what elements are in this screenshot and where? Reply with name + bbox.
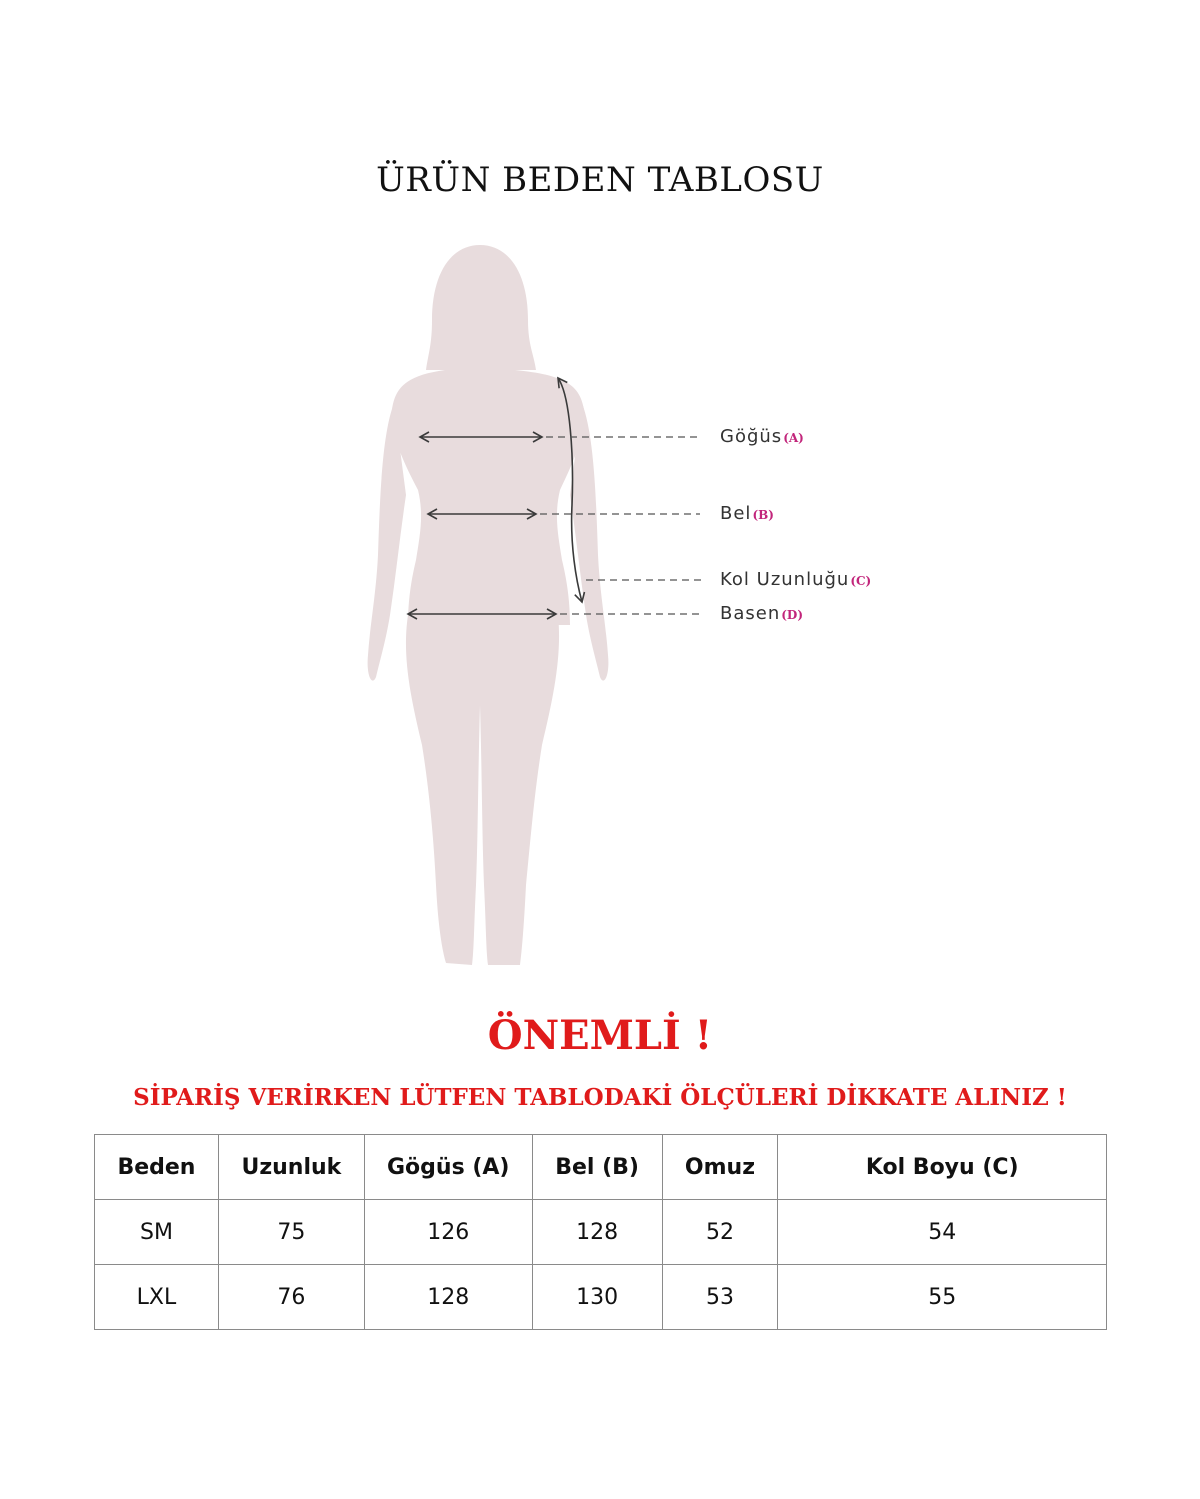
table-cell: 128 [364, 1265, 532, 1330]
table-cell: 55 [778, 1265, 1107, 1330]
measurement-name: Göğüs [720, 426, 783, 447]
table-cell: 126 [364, 1200, 532, 1265]
measurement-name: Basen [720, 603, 781, 624]
table-cell: 52 [662, 1200, 778, 1265]
table-cell: 76 [218, 1265, 364, 1330]
measurement-name: Kol Uzunluğu [720, 569, 850, 590]
important-heading: ÖNEMLİ ! [487, 1012, 713, 1059]
header-chest: Gögüs (A) [364, 1135, 532, 1200]
page-title: ÜRÜN BEDEN TABLOSU [376, 160, 824, 200]
table-cell: SM [95, 1200, 219, 1265]
table-row [95, 1265, 1107, 1330]
body-silhouette-icon [350, 235, 770, 975]
header-waist: Bel (B) [532, 1135, 662, 1200]
table-cell: 54 [778, 1200, 1107, 1265]
measurement-code: (D) [781, 608, 804, 622]
header-shoulder: Omuz [662, 1135, 778, 1200]
measurement-label-hip [720, 603, 803, 624]
measurement-label-sleeve [720, 569, 871, 590]
header-length: Uzunluk [218, 1135, 364, 1200]
body-measurement-figure [350, 235, 872, 975]
measurement-code: (B) [752, 508, 774, 522]
measurement-code: (C) [850, 574, 872, 588]
header-sleeve: Kol Boyu (C) [778, 1135, 1107, 1200]
table-cell: LXL [95, 1265, 219, 1330]
table-cell: 128 [532, 1200, 662, 1265]
table-cell: 53 [662, 1265, 778, 1330]
measurement-label-waist [720, 503, 774, 524]
table-cell: 130 [532, 1265, 662, 1330]
header-size: Beden [95, 1135, 219, 1200]
measurement-name: Bel [720, 503, 752, 524]
table-row [95, 1200, 1107, 1265]
size-table [94, 1134, 1107, 1330]
measurement-code: (A) [783, 431, 804, 445]
order-notice: SİPARİŞ VERİRKEN LÜTFEN TABLODAKİ ÖLÇÜLERİ DİKKATE ALINIZ ! [133, 1084, 1067, 1111]
table-cell: 75 [218, 1200, 364, 1265]
table-header-row [95, 1135, 1107, 1200]
measurement-label-chest [720, 426, 804, 447]
